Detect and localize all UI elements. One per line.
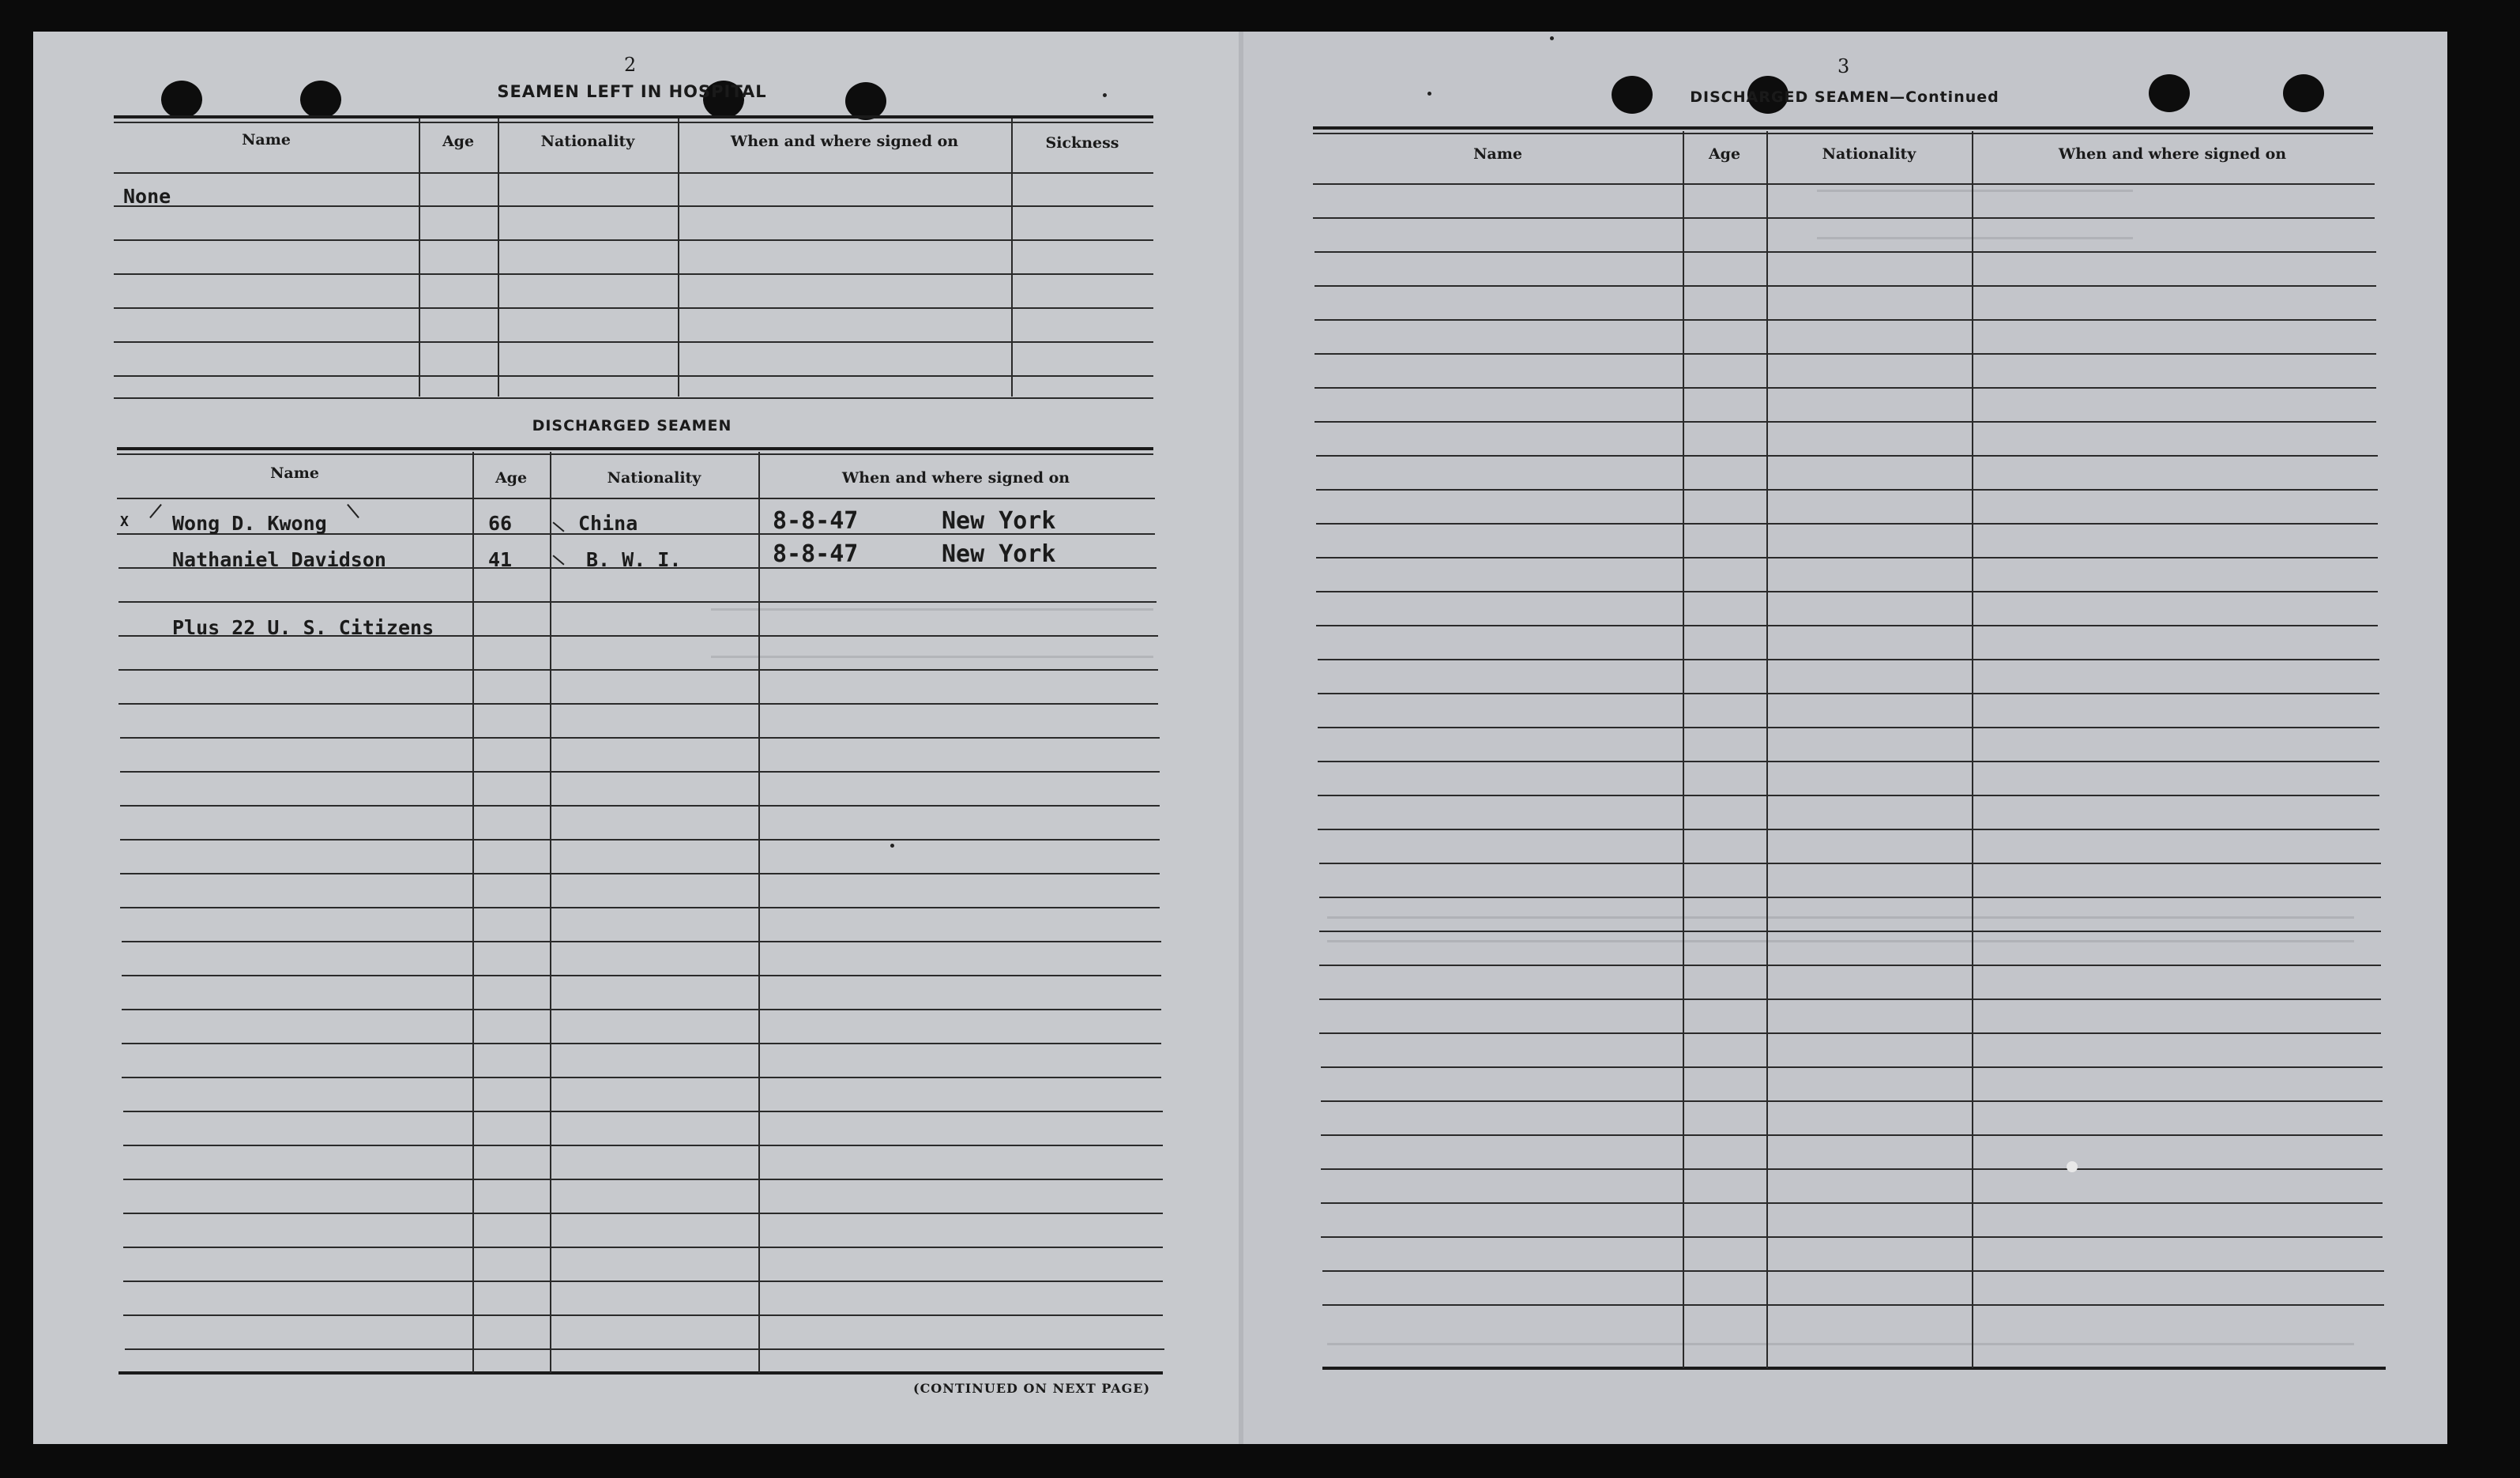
hospital-row-name: None <box>123 185 171 208</box>
seaman-name: Nathaniel Davidson <box>172 548 386 571</box>
col-header-name: Name <box>1473 145 1522 163</box>
punch-hole <box>845 82 886 120</box>
check-mark: X <box>120 513 129 530</box>
col-header-nationality: Nationality <box>540 133 635 150</box>
col-header-age: Age <box>495 469 528 487</box>
citizens-note: Plus 22 U. S. Citizens <box>172 616 434 639</box>
signed-on-date: 8-8-47 <box>773 540 859 568</box>
col-header-age: Age <box>442 133 475 150</box>
seaman-age: 41 <box>488 548 513 571</box>
punch-hole <box>161 81 202 118</box>
col-header-signed-on: When and where signed on <box>2058 145 2287 163</box>
col-header-name: Name <box>270 464 319 482</box>
page-number: 3 <box>1837 55 1850 77</box>
signed-on-place: New York <box>942 507 1056 535</box>
right-page <box>1242 32 2447 1444</box>
punch-hole <box>2149 74 2190 112</box>
page-gutter <box>1239 32 1243 1444</box>
section-title-discharged-continued: DISCHARGED SEAMEN—Continued <box>1690 88 1999 106</box>
punch-hole <box>300 81 341 118</box>
col-header-signed-on: When and where signed on <box>841 469 1070 487</box>
seaman-name: Wong D. Kwong <box>172 512 327 535</box>
page-number: 2 <box>624 54 637 76</box>
col-header-sickness: Sickness <box>1045 134 1119 152</box>
col-header-nationality: Nationality <box>607 469 701 487</box>
signed-on-place: New York <box>942 540 1056 568</box>
col-header-name: Name <box>242 131 291 149</box>
seaman-nationality: B. W. I. <box>586 548 682 571</box>
punch-hole <box>2283 74 2324 112</box>
seaman-nationality: China <box>578 512 638 535</box>
punch-hole <box>1612 76 1653 114</box>
section-title-discharged: DISCHARGED SEAMEN <box>532 417 732 434</box>
section-title-hospital: SEAMEN LEFT IN HOSPITAL <box>497 82 767 101</box>
seaman-age: 66 <box>488 512 513 535</box>
signed-on-date: 8-8-47 <box>773 507 859 535</box>
col-header-age: Age <box>1708 145 1741 163</box>
col-header-signed-on: When and where signed on <box>730 133 959 150</box>
col-header-nationality: Nationality <box>1822 145 1916 163</box>
continued-note: (CONTINUED ON NEXT PAGE) <box>913 1381 1151 1396</box>
